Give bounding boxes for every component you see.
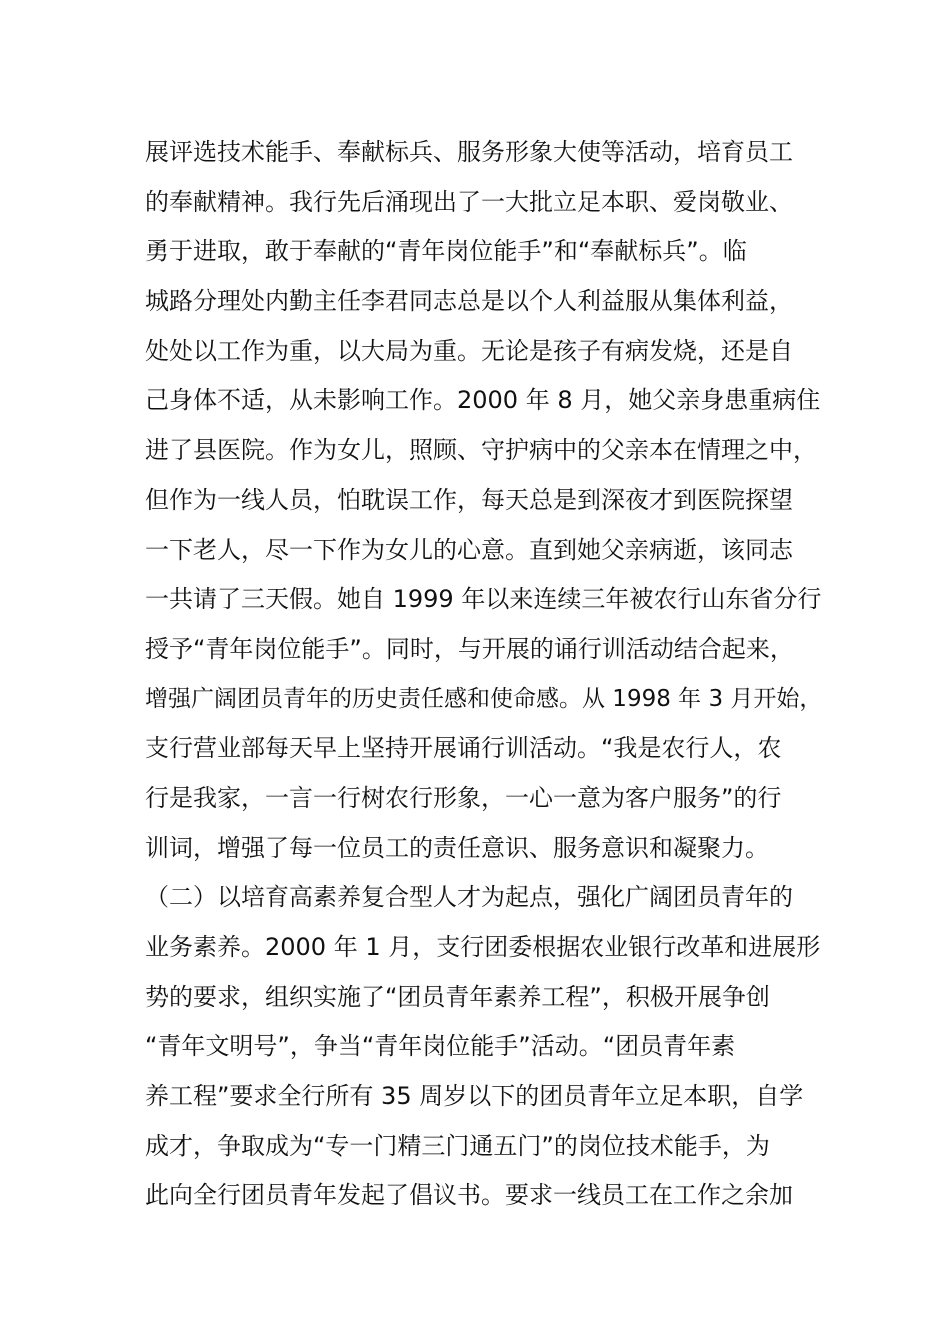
text-line: 支行营业部每天早上坚持开展诵行训活动。“我是农行人，农 <box>145 734 782 763</box>
text-line: 勇于进取，敢于奉献的“青年岗位能手”和“奉献标兵”。临 <box>145 237 747 266</box>
text-line: 一下老人，尽一下作为女儿的心意。直到她父亲病逝，该同志 <box>145 535 793 564</box>
text-line: 一共请了三天假。她自 1999 年以来连续三年被农行山东省分行 <box>145 585 822 614</box>
text-line: 城路分理处内勤主任李君同志总是以个人利益服从集体利益， <box>145 287 793 316</box>
text-line: 养工程”要求全行所有 35 周岁以下的团员青年立足本职，自学 <box>145 1082 804 1111</box>
text-line: 此向全行团员青年发起了倡议书。要求一线员工在工作之余加 <box>145 1181 793 1210</box>
text-line: 行是我家，一言一行树农行形象，一心一意为客户服务”的行 <box>145 783 782 812</box>
document-body <box>145 128 835 1221</box>
text-line: 授予“青年岗位能手”。同时，与开展的诵行训活动结合起来， <box>145 634 794 663</box>
text-line: 己身体不适，从未影响工作。2000 年 8 月，她父亲身患重病住 <box>145 386 821 415</box>
text-line: 增强广阔团员青年的历史责任感和使命感。从 1998 年 3 月开始， <box>145 685 823 712</box>
text-line: 展评选技术能手、奉献标兵、服务形象大使等活动，培育员工 <box>145 138 793 166</box>
text-line: “青年文明号”，争当“青年岗位能手”活动。“团员青年素 <box>145 1032 736 1061</box>
text-line: 的奉献精神。我行先后涌现出了一大批立足本职、爱岗敬业、 <box>145 187 793 216</box>
text-line: 但作为一线人员，怕耽误工作，每天总是到深夜才到医院探望 <box>145 485 793 514</box>
text-line: 势的要求，组织实施了“团员青年素养工程”，积极开展争创 <box>145 982 770 1011</box>
text-line: 进了县医院。作为女儿，照顾、守护病中的父亲本在情理之中， <box>145 436 817 465</box>
text-line: 业务素养。2000 年 1 月，支行团委根据农业银行改革和进展形 <box>145 933 821 961</box>
text-line: 处处以工作为重，以大局为重。无论是孩子有病发烧，还是自 <box>145 336 793 365</box>
text-line: （二）以培育高素养复合型人才为起点，强化广阔团员青年的 <box>145 883 793 912</box>
text-line: 训词，增强了每一位员工的责任意识、服务意识和凝聚力。 <box>145 833 769 862</box>
text-line: 成才，争取成为“专一门精三门通五门”的岗位技术能手，为 <box>145 1131 770 1160</box>
